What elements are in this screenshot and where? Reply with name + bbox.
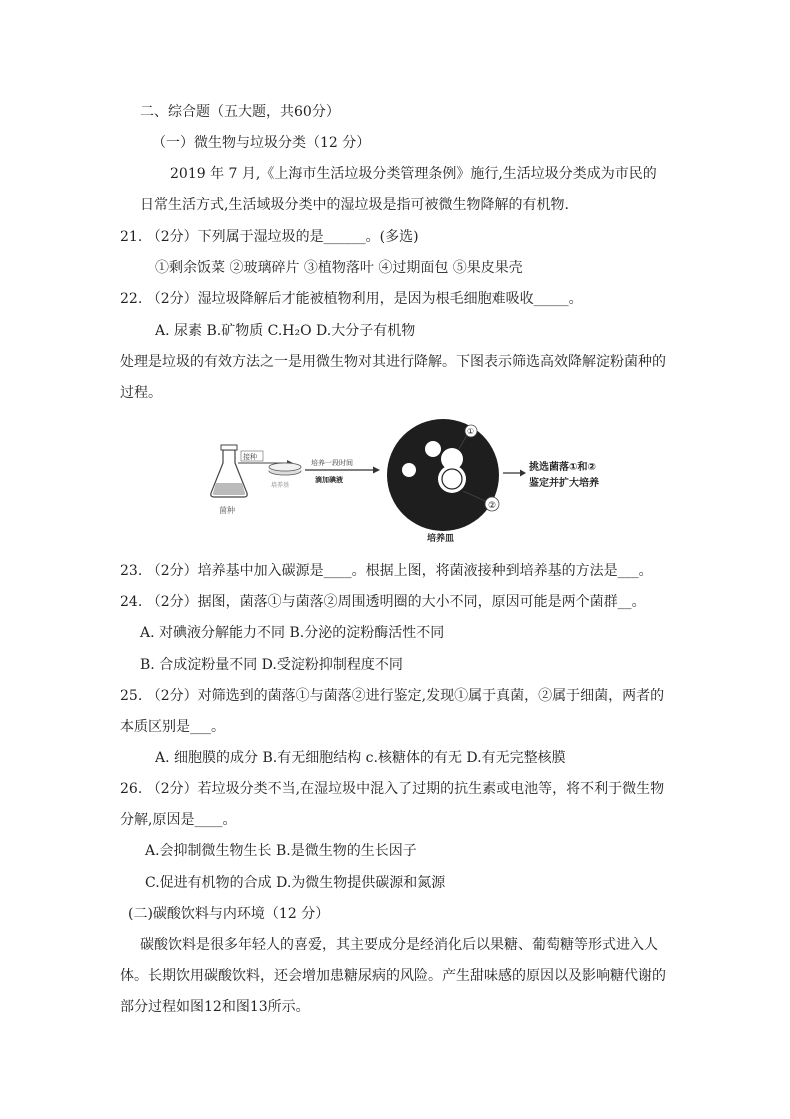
part2-line: 部分过程如图12和图13所示。 (120, 999, 310, 1015)
petri-dish-icon (387, 419, 499, 531)
result-line-2: 鉴定并扩大培养 (529, 478, 599, 489)
question-22: 22. （2分）湿垃圾降解后才能被植物利用，是因为根毛细胞难吸收_____。 (120, 291, 583, 307)
paragraph-line: 过程。 (120, 385, 162, 401)
culture-dish-icon (269, 463, 301, 475)
question-21-options: ①剩余饭菜 ②玻璃碎片 ③植物落叶 ④过期面包 ⑤果皮果壳 (155, 260, 523, 276)
arrow-2-top-label: 培养一段时间 (311, 459, 353, 467)
screening-process-figure (205, 415, 645, 545)
part1-title: （一）微生物与垃圾分类（12 分） (152, 135, 371, 151)
question-26-options: C.促进有机物的合成 D.为微生物提供碳源和氮源 (145, 875, 446, 891)
part2-line: 体。长期饮用碳酸饮料，还会增加患糖尿病的风险。产生甜味感的原因以及影响糖代谢的 (120, 968, 666, 984)
intro-line: 2019 年 7 月,《上海市生活垃圾分类管理条例》施行,生活垃圾分类成为市民的 (170, 166, 657, 182)
colony-1-label: ① (467, 427, 475, 436)
arrow-2-bottom-label: 滴加碘液 (315, 476, 343, 484)
section-title: 二、综合题（五大题，共60分） (140, 104, 340, 120)
question-25-options: A. 细胞膜的成分 B.有无细胞结构 c.核糖体的有无 D.有无完整核膜 (155, 750, 566, 766)
arrow-1-label: 接种 (243, 453, 257, 461)
part2-title: (二)碳酸饮料与内环境（12 分） (128, 906, 330, 922)
dish-1-label: 培养基 (271, 482, 290, 489)
question-25: 本质区别是___。 (120, 719, 225, 735)
question-26: 26. （2分）若垃圾分类不当,在湿垃圾中混入了过期的抗生素或电池等，将不利于微生物 (120, 781, 665, 797)
question-25: 25. （2分）对筛选到的菌落①与菌落②进行鉴定,发现①属于真菌，②属于细菌，两者的 (120, 688, 665, 704)
dish-2-label: 培养皿 (427, 534, 455, 544)
part2-line: 碳酸饮料是很多年轻人的喜爱，其主要成分是经消化后以果糖、葡萄糖等形式进入人 (140, 937, 658, 953)
question-24: 24. （2分）据图，菌落①与菌落②周围透明圈的大小不同，原因可能是两个菌群__。 (120, 594, 646, 610)
colony-2-label: ② (488, 501, 497, 511)
flask-label: 菌种 (219, 506, 235, 515)
question-23: 23. （2分）培养基中加入碳源是____。根据上图，将菌液接种到培养基的方法是___。 (120, 563, 653, 579)
question-26: 分解,原因是____。 (120, 812, 237, 828)
result-line-1: 挑选菌落①和② (529, 462, 596, 473)
paragraph-line: 处理是垃圾的有效方法之一是用微生物对其进行降解。下图表示筛选高效降解淀粉菌种的 (120, 354, 666, 370)
question-21: 21. （2分）下列属于湿垃圾的是______。(多选) (120, 229, 419, 245)
question-24-options: A. 对碘液分解能力不同 B.分泌的淀粉酶活性不同 (140, 625, 445, 641)
figure-svg (205, 415, 645, 545)
question-26-options: A.会抑制微生物生长 B.是微生物的生长因子 (145, 843, 417, 859)
question-22-options: A. 尿素 B.矿物质 C.H₂O D.大分子有机物 (155, 323, 416, 339)
intro-line: 日常生活方式,生活域圾分类中的湿垃圾是指可被微生物降解的有机物. (140, 197, 569, 213)
question-24-options: B. 合成淀粉量不同 D.受淀粉抑制程度不同 (140, 657, 403, 673)
